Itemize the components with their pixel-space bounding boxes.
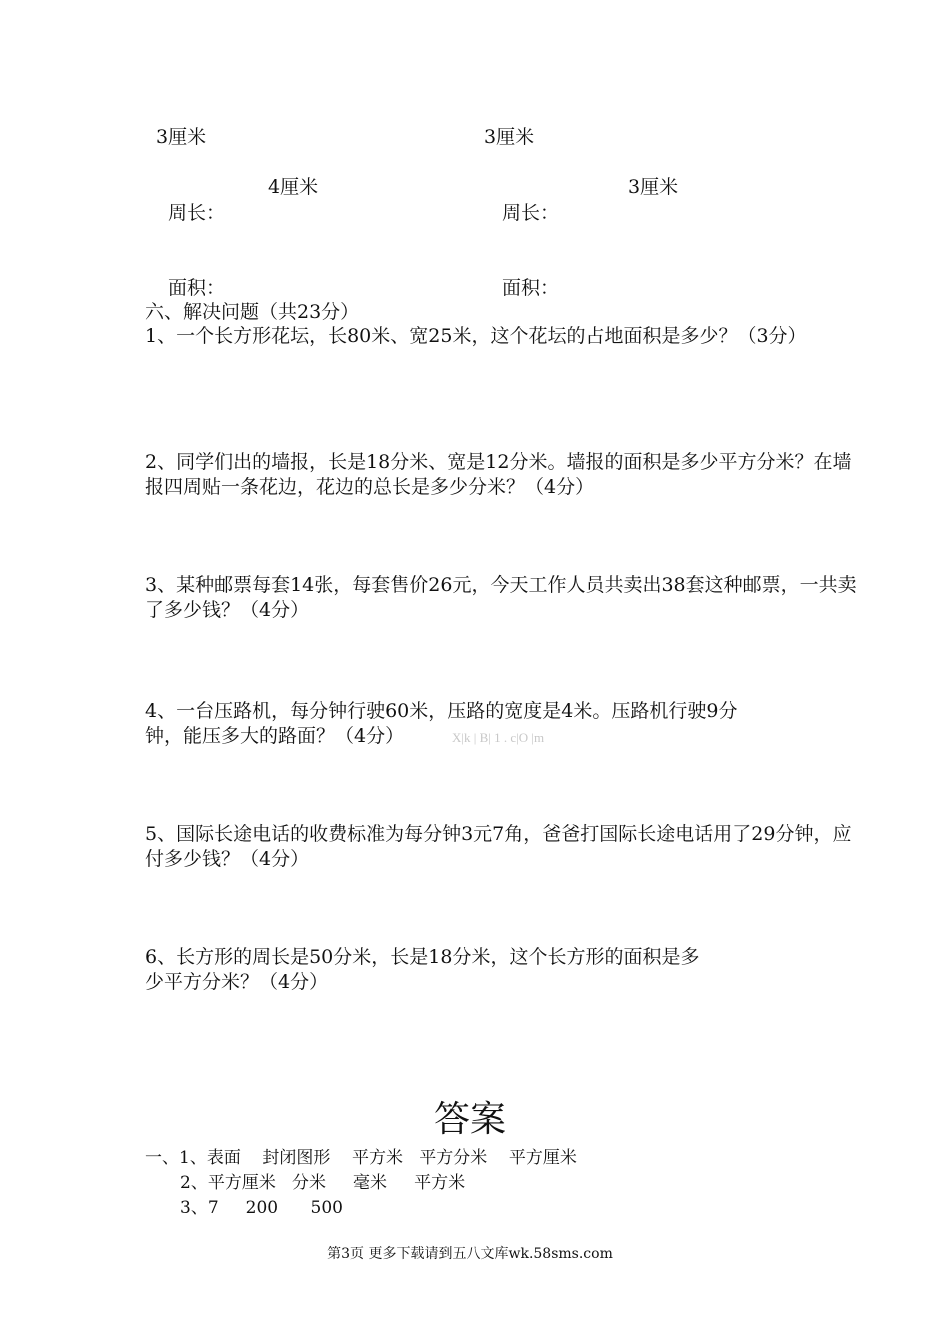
section-heading: 六、解决问题（共23分） xyxy=(145,301,360,323)
question-6-line-2: 少平方分米？（4分） xyxy=(145,971,329,993)
answer-line-1: 一、1、表面 封闭图形 平方米 平方分米 平方厘米 xyxy=(145,1148,577,1168)
answers-title: 答案 xyxy=(433,1099,506,1140)
left-area-label: 面积： xyxy=(168,277,226,299)
question-6-line-1: 6、长方形的周长是50分米，长是18分米，这个长方形的面积是多 xyxy=(145,946,700,968)
page-footer: 第3页 更多下载请到五八文库wk.58sms.com xyxy=(327,1246,613,1262)
left-figure-bottom-label: 4厘米 xyxy=(268,176,319,198)
left-perimeter-label: 周长： xyxy=(168,202,226,224)
left-figure-side-label: 3厘米 xyxy=(156,126,207,148)
answer-line-3: 3、7 200 500 xyxy=(180,1198,343,1218)
question-5: 5、国际长途电话的收费标准为每分钟3元7角，爸爸打国际长途电话用了29分钟，应付多少钱？（4分） xyxy=(145,823,852,870)
question-4-line-2: 钟，能压多大的路面？（4分） xyxy=(145,725,405,747)
right-area-label: 面积： xyxy=(502,277,560,299)
right-figure-side-label: 3厘米 xyxy=(484,126,535,148)
watermark-text: X|k | B| 1 . c|O |m xyxy=(452,730,545,745)
question-1: 1、一个长方形花坛，长80米、宽25米，这个花坛的占地面积是多少？（3分） xyxy=(145,325,807,347)
answer-line-2: 2、平方厘米 分米 毫米 平方米 xyxy=(180,1173,466,1193)
right-perimeter-label: 周长： xyxy=(502,202,560,224)
question-2: 2、同学们出的墙报，长是18分米、宽是12分米。墙报的面积是多少平方分米？在墙报四周贴一条花边，花边的总长是多少分米？（4分） xyxy=(145,451,852,498)
right-figure-bottom-label: 3厘米 xyxy=(628,176,679,198)
question-3: 3、某种邮票每套14张，每套售价26元，今天工作人员共卖出38套这种邮票，一共卖了多少钱？（4分） xyxy=(145,574,857,621)
question-4-line-1: 4、一台压路机，每分钟行驶60米，压路的宽度是4米。压路机行驶9分 xyxy=(145,700,738,722)
